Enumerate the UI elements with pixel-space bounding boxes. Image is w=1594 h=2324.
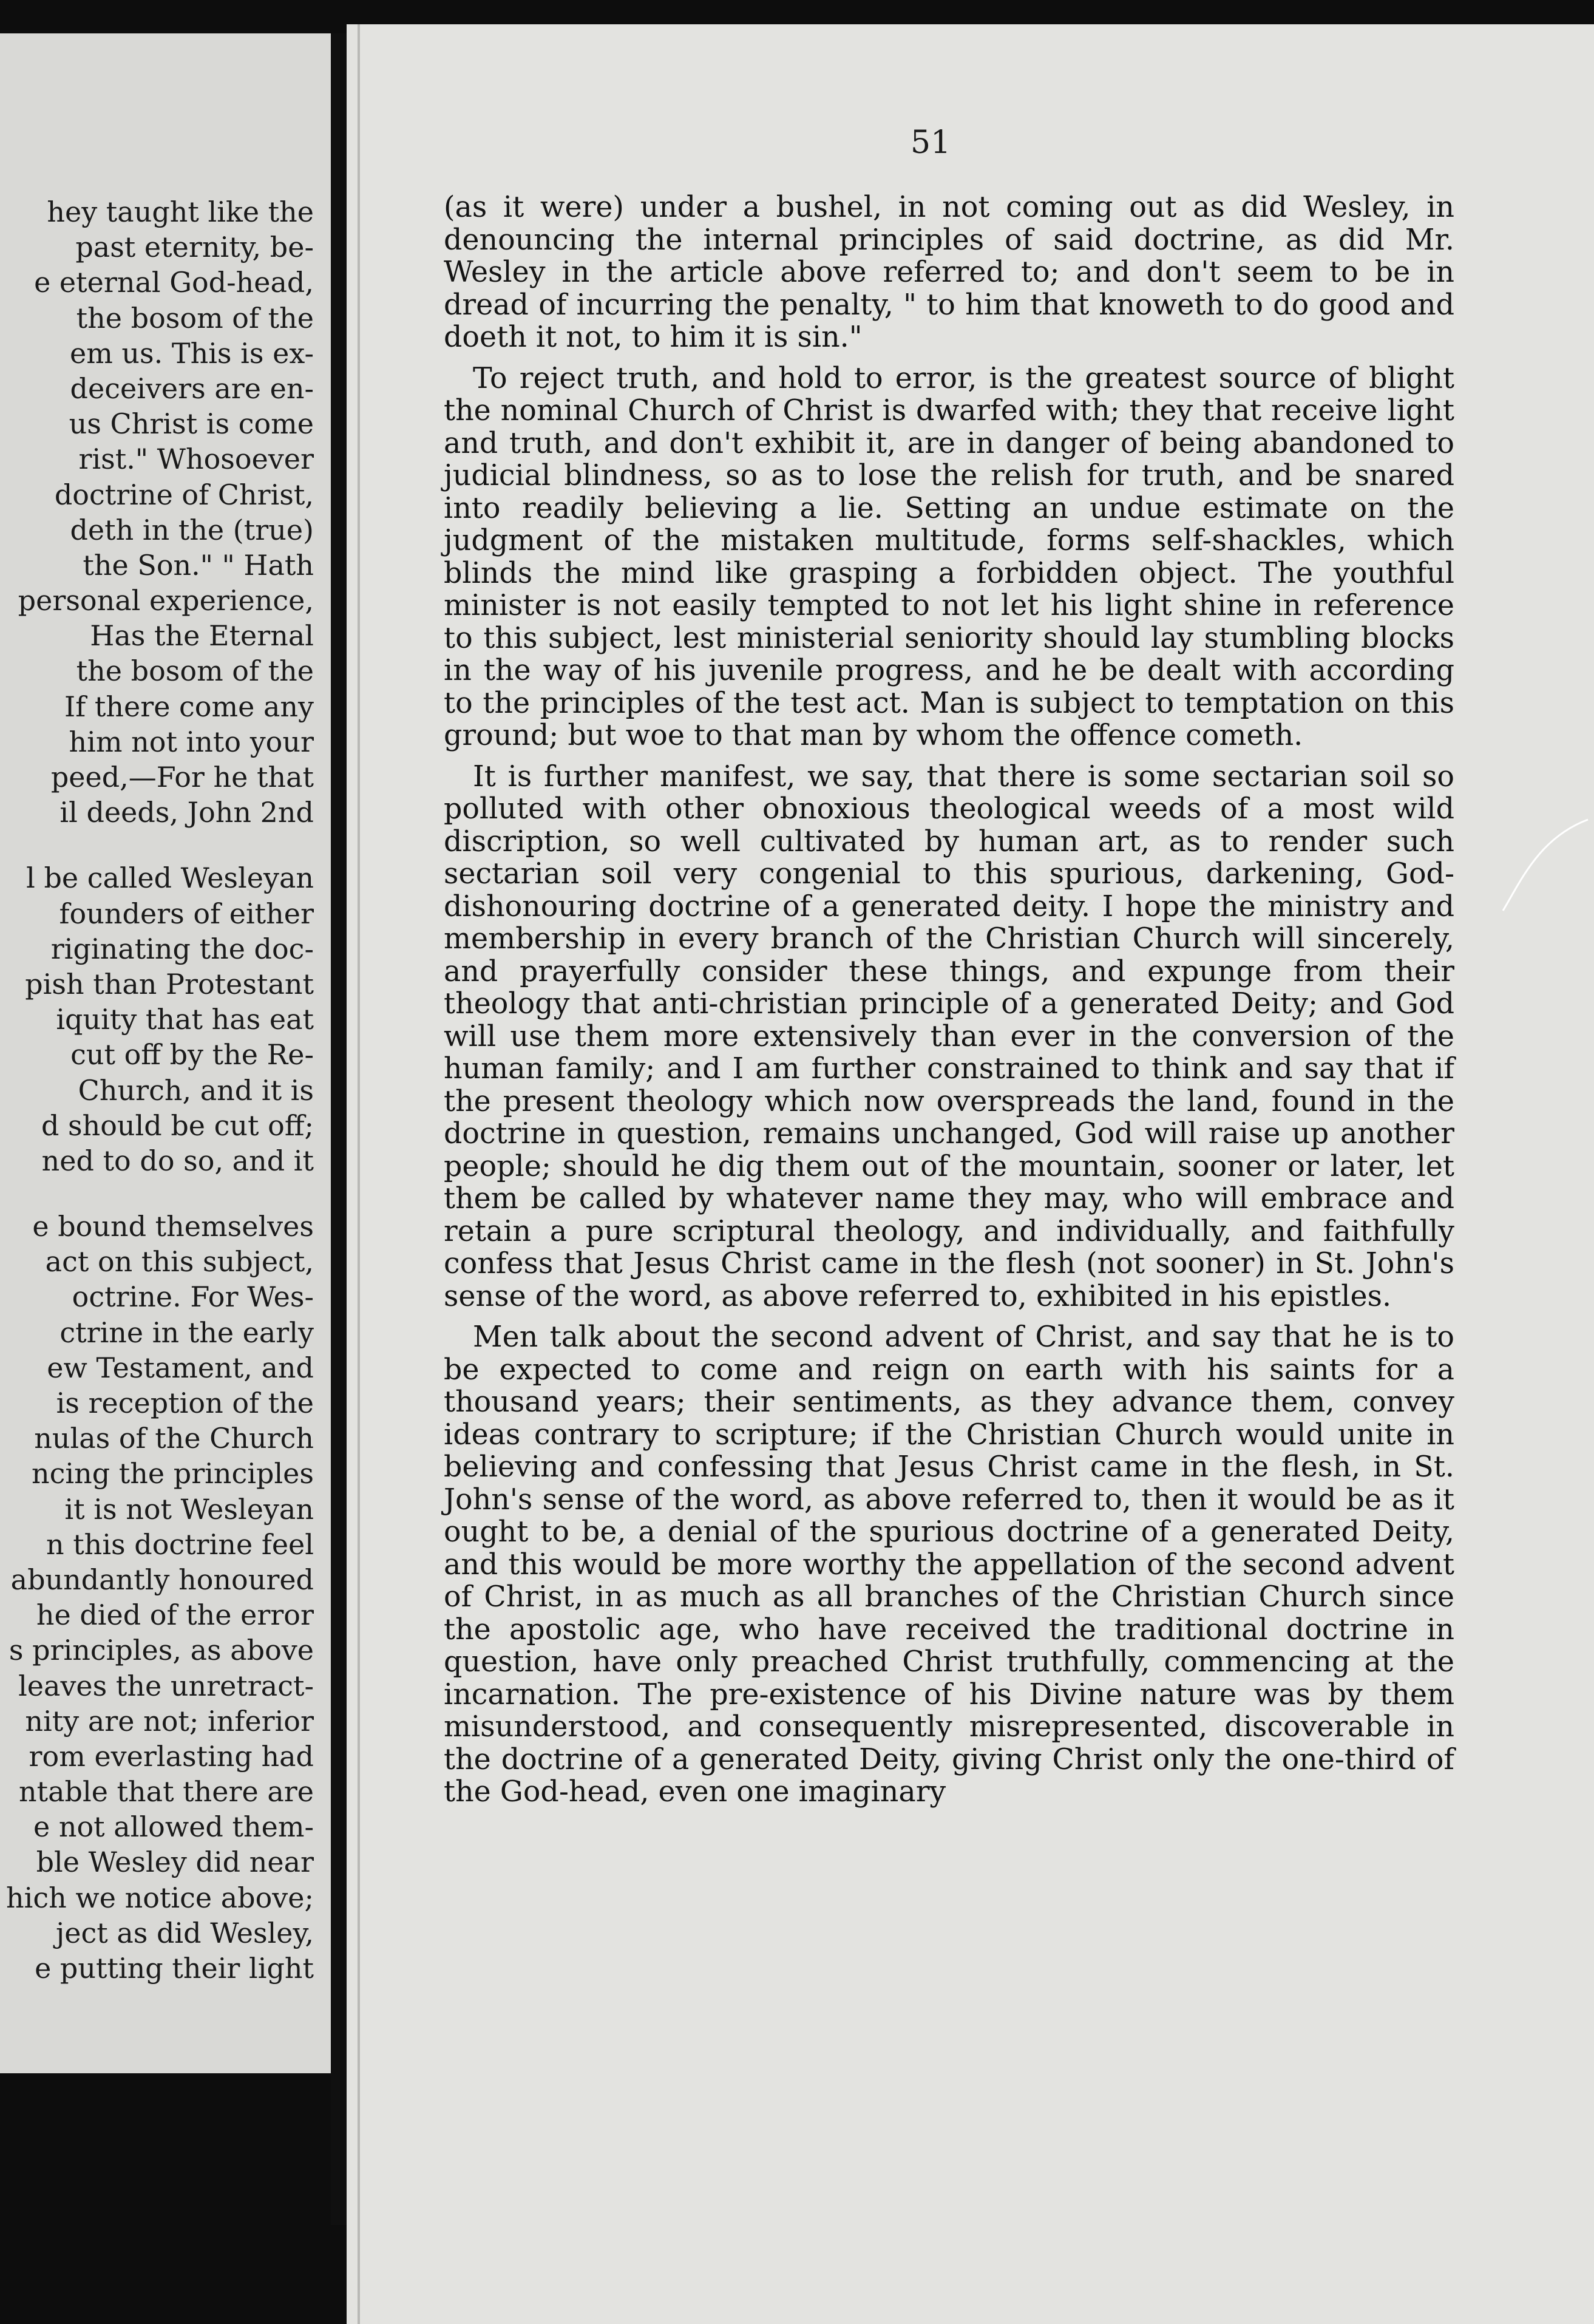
left-text-line: him not into your xyxy=(69,725,314,758)
left-text-line: e eternal God-head, xyxy=(34,266,314,299)
left-text-line: nity are not; inferior xyxy=(25,1704,314,1738)
left-text-line: iquity that has eat xyxy=(56,1003,314,1036)
left-text-line: octrine. For Wes- xyxy=(72,1280,314,1314)
left-text-line: founders of either xyxy=(59,897,314,930)
left-text-line: ned to do so, and it xyxy=(41,1144,314,1177)
left-text-line: e not allowed them- xyxy=(33,1810,314,1844)
left-text-line: e putting their light xyxy=(35,1952,314,1985)
page-curl-mark xyxy=(1497,814,1594,917)
left-text-line: the bosom of the xyxy=(76,654,314,688)
left-text-line: act on this subject, xyxy=(45,1245,314,1279)
paragraph: It is further manifest, we say, that there is some sectarian soil so polluted with other obnoxious theological weeds of a most wild discription, so well cultivated by human art, as to render such sectarian soil very congenial to this spurious, darkening, God-dishonouring doctrine of a generated deity. I hope the ministry and membership in every branch of the Christian Church will sincerely, and prayerfully consider these things, and expunge from their theology that anti-christian principle of a generated Deity; and God will use them more extensively than ever in the conversion of the human family; and I am further constrained to think and say that if the present theology which now overspreads the land, found in the doctrine in question, remains unchanged, God will raise up another people; should he dig them out of the mountain, sooner or later, let them be called by whatever name they may, who will embrace and retain a pure scriptural theology, and individually, and faithfully confess that Jesus Christ came in the flesh (not sooner) in St. John's sense of the word, as above referred to, exhibited in his epistles. xyxy=(444,759,1454,1313)
left-text-line: cut off by the Re- xyxy=(70,1038,314,1072)
body-text xyxy=(444,191,1454,1817)
left-text-line: rist." Whosoever xyxy=(78,443,314,476)
left-text-line: ntable that there are xyxy=(19,1775,314,1809)
left-text-line: is reception of the xyxy=(56,1387,314,1419)
left-text-line: n this doctrine feel xyxy=(46,1527,314,1561)
left-page-text xyxy=(0,194,314,1986)
left-text-line: the bosom of the xyxy=(76,301,314,335)
paragraph: (as it were) under a bushel, in not coming out as did Wesley, in denouncing the internal principles of said doctrine, as did Mr. Wesley in the article above referred to; and don't seem to be in dread of incurring the penalty, " to him that knoweth to do good and doeth it not, to him it is sin." xyxy=(444,191,1454,354)
page-gutter xyxy=(331,33,347,2225)
left-text-line: deth in the (true) xyxy=(70,513,314,546)
left-text-line: deceivers are en- xyxy=(70,372,314,405)
left-text-line: peed,—For he that xyxy=(50,761,314,793)
left-text-line: nulas of the Church xyxy=(34,1422,314,1455)
left-text-line: riginating the doc- xyxy=(50,932,314,965)
left-text-line: hich we notice above; xyxy=(6,1881,314,1914)
left-text-line: Has the Eternal xyxy=(90,619,314,653)
left-text-line: s principles, as above xyxy=(8,1634,314,1667)
page-number: 51 xyxy=(911,124,951,161)
line-gap xyxy=(0,1178,314,1209)
left-page xyxy=(0,33,331,2073)
left-text-line: abundantly honoured xyxy=(10,1563,314,1596)
left-text-line: ble Wesley did near xyxy=(36,1846,314,1879)
left-text-line: e bound themselves xyxy=(32,1210,314,1243)
left-text-line: the Son." " Hath xyxy=(83,548,314,582)
left-text-line: doctrine of Christ, xyxy=(54,478,314,511)
paragraph: To reject truth, and hold to error, is the greatest source of blight the nominal Church of Christ is dwarfed with; they that receive light and truth, and don't exhibit it, are in danger of being abandoned to judicial blindness, so as to lose the relish for truth, and be snared into readily believing a lie. Setting an undue estimate on the judgment of the mistaken multitude, forms self-shackles, which blinds the mind like grasping a forbidden object. The youthful minister is not easily tempted to not let his light shine in reference to this subject, lest ministerial seniority should lay stumbling blocks in the way of his juvenile progress, and he be dealt with according to the principles of the test act. Man is subject to temptation on this ground; but woe to that man by whom the offence cometh. xyxy=(444,361,1454,752)
line-gap xyxy=(0,830,314,860)
left-text-line: ject as did Wesley, xyxy=(55,1916,314,1949)
left-text-line: ctrine in the early xyxy=(59,1316,314,1349)
left-text-line: leaves the unretract- xyxy=(18,1669,314,1702)
left-text-line: ew Testament, and xyxy=(47,1351,314,1384)
left-text-line: If there come any xyxy=(64,690,314,723)
left-text-line: ncing the principles xyxy=(32,1457,314,1490)
left-text-line: l be called Wesleyan xyxy=(26,861,314,895)
left-text-line: he died of the error xyxy=(36,1599,314,1632)
left-text-line: us Christ is come xyxy=(69,407,314,441)
left-text-line: pish than Protestant xyxy=(25,967,314,1001)
left-text-line: it is not Wesleyan xyxy=(64,1492,314,1526)
left-text-line: hey taught like the xyxy=(47,195,314,228)
left-text-line: Church, and it is xyxy=(78,1073,314,1107)
paragraph: Men talk about the second advent of Christ, and say that he is to be expected to come and reign on earth with his saints for a thousand years; their sentiments, as they advance them, convey ideas contrary to scripture; if the Christian Church would unite in believing and confessing that Jesus Christ came in the flesh, in St. John's sense of the word, as above referred to, then it would be as it ought to be, a denial of the spurious doctrine of a generated Deity, and this would be more worthy the appellation of the second advent of Christ, in as much as all branches of the Christian Church since the apostolic age, who have received the traditional doctrine in question, have only preached Christ truthfully, commencing at the incarnation. The pre-existence of his Divine nature was by them misunderstood, and consequently misrepresented, discoverable in the doctrine of a generated Deity, giving Christ only the one-third of the God-head, even one imaginary xyxy=(444,1320,1454,1809)
left-text-line: past eternity, be- xyxy=(75,231,314,264)
left-text-line: em us. This is ex- xyxy=(69,336,314,370)
left-text-line: personal experience, xyxy=(18,584,314,617)
left-text-line: d should be cut off; xyxy=(41,1109,314,1142)
right-page xyxy=(347,24,1594,2324)
left-text-line: il deeds, John 2nd xyxy=(59,796,314,829)
left-text-line: rom everlasting had xyxy=(29,1739,314,1773)
